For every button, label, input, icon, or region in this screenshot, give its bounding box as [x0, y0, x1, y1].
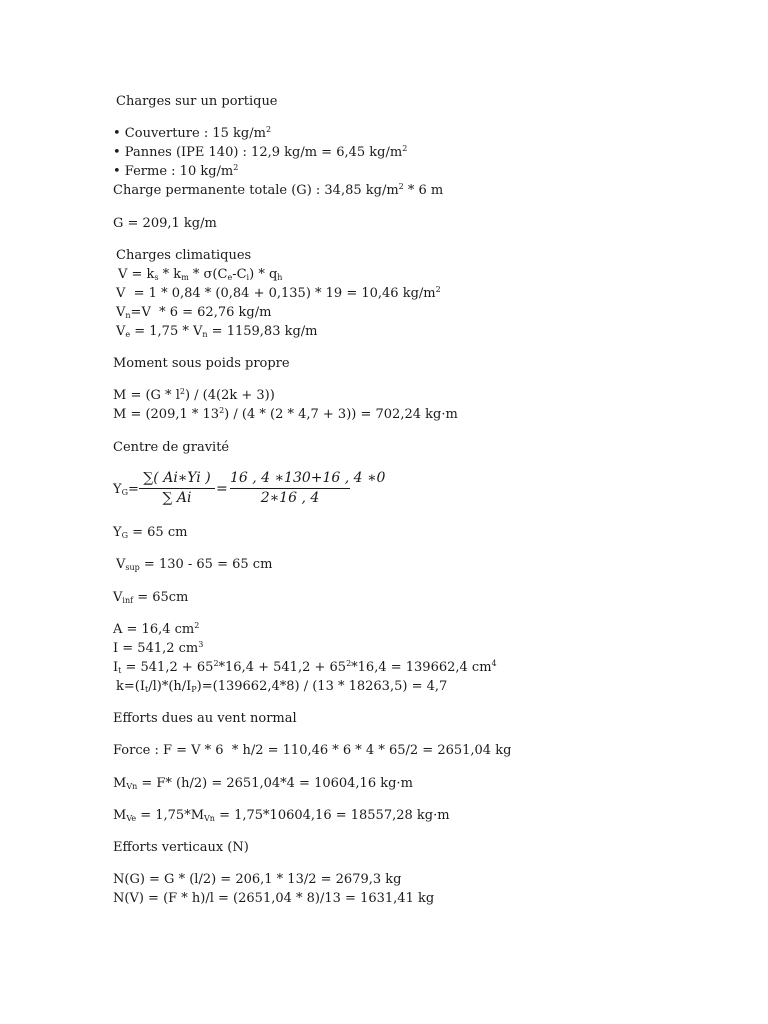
- fraction-denominator: 2∗16 , 4: [260, 490, 320, 506]
- wind-efforts-heading: Efforts dues au vent normal: [113, 711, 297, 726]
- fraction-numerator: 16 , 4 ∗130+16 , 4 ∗0: [230, 470, 386, 486]
- area-value: A = 16,4 $cm^2$: [113, 621, 200, 637]
- fraction-denominator: ∑ Ai: [162, 490, 192, 506]
- g-value: G = 209,1 kg/m: [113, 216, 217, 231]
- vsup-value: $V_{sup} = 130 - 65 = 65$ cm: [116, 557, 273, 572]
- moment-formula: $M = (G * l^2) / (4(2k + 3))$: [113, 387, 275, 403]
- nv-value: N(V) = (F * h)/l = (2651,04 * 8)/13 = 1631,41 kg: [113, 891, 435, 906]
- mve-value: $M_{Ve} = 1,75*M_{Vn} = 1,75*10604,16 = 18557,28$ kg·m: [113, 808, 450, 823]
- inertia-value: I = 541,2 $cm^3$: [113, 640, 204, 656]
- wind-formula: $V = k_s * k_m * \sigma(C_e-C_i) * q_h$: [118, 267, 283, 282]
- formula-lhs: $Y_G=$: [113, 482, 139, 497]
- fraction-bar: [230, 488, 350, 489]
- mvn-value: $M_{Vn} = F*$ (h/2) = 2651,04*4 = 10604,16 kg·m: [113, 776, 413, 791]
- load-total: Charge permanente totale (G) : 34,85 $kg/m^2 * 6$ m: [113, 182, 444, 198]
- wind-ve: $V_e = 1,75 * V_n = 1159,83$ kg/m: [116, 324, 318, 339]
- it-value: $I_t = 541,2 + 65^2*16,4 + 541,2 + 65^2*16,4 = 139662,4$ $cm^4$: [113, 659, 497, 675]
- force-value: Force : F = V * 6 * h/2 = 110,46 * 6 * 4 * 65/2 = 2651,04 kg: [113, 743, 512, 758]
- ng-value: N(G) = G * (l/2) = 206,1 * 13/2 = 2679,3 kg: [113, 872, 402, 887]
- k-value: $k=(I_t/l)*(h/I_P)=(139662,4*8) / (13 * 18263,5) = 4,7$: [116, 679, 448, 694]
- fraction-bar: [139, 488, 215, 489]
- climatic-heading: Charges climatiques: [116, 248, 252, 263]
- load-ferme: • Ferme : 10 $kg/m^2$: [113, 163, 239, 179]
- load-couverture: • Couverture : 15 $kg/m^2$: [113, 125, 272, 141]
- vinf-value: $V_{inf} = 65cm$: [113, 590, 189, 605]
- moment-heading: Moment sous poids propre: [113, 356, 290, 371]
- moment-value: $M = (209,1 * 13^2) / (4 * (2 * 4,7 + 3)) = 702,24$ kg·m: [113, 406, 458, 422]
- vertical-heading: Efforts verticaux (N): [113, 840, 249, 855]
- wind-vn: $V_n=V * 6 = 62,76$ kg/m: [116, 305, 272, 320]
- fraction-numeric: [230, 470, 386, 507]
- load-pannes: • Pannes (IPE 140) : 12,9 kg/m = 6,45 $kg/m^2$: [113, 144, 408, 160]
- fraction-general: [139, 470, 215, 507]
- wind-value: V = 1 * 0,84 * (0,84 + 0,135) * 19 = 10,46 $kg/m^2$: [116, 285, 441, 301]
- equals-sign: =: [216, 481, 228, 497]
- centroid-heading: Centre de gravité: [113, 440, 230, 455]
- fraction-numerator: ∑( Ai∗Yi ): [143, 470, 211, 486]
- section-title: Charges sur un portique: [116, 94, 278, 109]
- yg-value: $Y_G = 65$ cm: [113, 525, 188, 540]
- centroid-formula: [113, 468, 386, 512]
